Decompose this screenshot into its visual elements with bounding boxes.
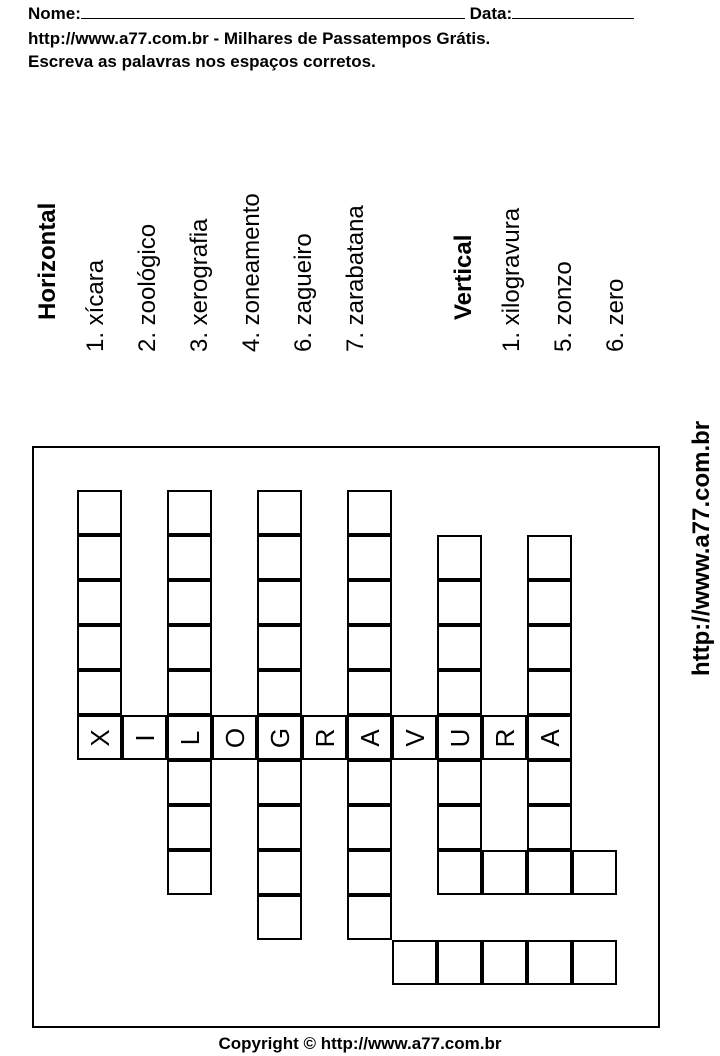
crossword-cell[interactable]	[527, 940, 572, 985]
crossword-cell[interactable]	[167, 670, 212, 715]
side-url: http://www.a77.com.br	[688, 420, 715, 676]
horizontal-clue: 7. zarabatana	[342, 205, 369, 352]
crossword-cell[interactable]	[167, 760, 212, 805]
crossword-letter: L	[174, 730, 205, 745]
crossword-cell[interactable]	[392, 940, 437, 985]
crossword-cell[interactable]	[347, 850, 392, 895]
crossword-cell[interactable]	[527, 625, 572, 670]
instruction: Escreva as palavras nos espaços corretos.	[28, 52, 376, 71]
crossword-cell[interactable]	[347, 895, 392, 940]
crossword-cell[interactable]	[257, 895, 302, 940]
crossword-letter-cell[interactable]	[212, 715, 257, 760]
crossword-cell[interactable]	[257, 490, 302, 535]
crossword-cell[interactable]	[527, 670, 572, 715]
crossword-cell[interactable]	[527, 805, 572, 850]
name-label: Nome:	[28, 4, 81, 23]
horizontal-clue: 2. zoológico	[134, 223, 161, 352]
crossword-cell[interactable]	[347, 490, 392, 535]
crossword-cell[interactable]	[347, 580, 392, 625]
site-line: http://www.a77.com.br - Milhares de Passatempos Grátis.	[28, 29, 491, 48]
crossword-cell[interactable]	[257, 625, 302, 670]
vertical-clue: 1. xilogravura	[498, 207, 525, 352]
horizontal-clue: 6. zagueiro	[290, 233, 317, 352]
horizontal-clue: 1. xícara	[82, 259, 109, 352]
crossword-cell[interactable]	[482, 940, 527, 985]
crossword-cell[interactable]	[437, 535, 482, 580]
crossword-cell[interactable]	[527, 760, 572, 805]
clue-list	[0, 0, 720, 400]
horizontal-clue: 3. xerografia	[186, 218, 213, 352]
crossword-letter: U	[444, 728, 475, 747]
crossword-cell[interactable]	[437, 940, 482, 985]
crossword-cell[interactable]	[347, 670, 392, 715]
crossword-cell[interactable]	[257, 850, 302, 895]
crossword-letter-cell[interactable]	[257, 715, 302, 760]
crossword-cell[interactable]	[482, 850, 527, 895]
crossword-cell[interactable]	[77, 670, 122, 715]
crossword-cell[interactable]	[257, 535, 302, 580]
crossword-cell[interactable]	[437, 850, 482, 895]
crossword-letter-cell[interactable]	[392, 715, 437, 760]
vertical-clue: 6. zero	[602, 278, 629, 352]
crossword-letter-cell[interactable]	[347, 715, 392, 760]
crossword-cell[interactable]	[167, 535, 212, 580]
crossword-letter: R	[489, 728, 520, 747]
crossword-letter-cell[interactable]	[527, 715, 572, 760]
crossword-letter: G	[264, 727, 295, 748]
crossword-cell[interactable]	[257, 805, 302, 850]
crossword-letter: O	[219, 727, 250, 748]
crossword-cell[interactable]	[257, 580, 302, 625]
crossword-letter-cell[interactable]	[122, 715, 167, 760]
crossword-letter: A	[534, 728, 565, 747]
crossword-cell[interactable]	[257, 670, 302, 715]
crossword-cell[interactable]	[167, 850, 212, 895]
crossword-cell[interactable]	[77, 580, 122, 625]
crossword-cell[interactable]	[347, 535, 392, 580]
crossword-letter-cell[interactable]	[437, 715, 482, 760]
crossword-cell[interactable]	[572, 850, 617, 895]
crossword-cell[interactable]	[527, 580, 572, 625]
crossword-cell[interactable]	[437, 625, 482, 670]
crossword-letter-cell[interactable]	[302, 715, 347, 760]
crossword-cell[interactable]	[347, 625, 392, 670]
crossword-cell[interactable]	[167, 490, 212, 535]
crossword-cell[interactable]	[437, 805, 482, 850]
crossword-cell[interactable]	[167, 805, 212, 850]
horizontal-heading: Horizontal	[34, 202, 61, 320]
crossword-cell[interactable]	[347, 760, 392, 805]
crossword-cell[interactable]	[437, 580, 482, 625]
vertical-heading: Vertical	[450, 234, 477, 320]
crossword-cell[interactable]	[437, 760, 482, 805]
crossword-letter-cell[interactable]	[167, 715, 212, 760]
date-label: Data:	[469, 4, 513, 23]
crossword-letter: A	[354, 728, 385, 747]
horizontal-clue: 4. zoneamento	[238, 193, 265, 352]
crossword-cell[interactable]	[527, 535, 572, 580]
crossword-letter: I	[129, 733, 160, 742]
crossword-cell[interactable]	[527, 850, 572, 895]
crossword-letter: V	[399, 728, 430, 747]
copyright: Copyright © http://www.a77.com.br	[218, 1034, 502, 1053]
crossword-cell[interactable]	[77, 490, 122, 535]
crossword-cell[interactable]	[347, 805, 392, 850]
crossword-cell[interactable]	[77, 625, 122, 670]
crossword-letter-cell[interactable]	[482, 715, 527, 760]
crossword-cell[interactable]	[437, 670, 482, 715]
vertical-clue: 5. zonzo	[550, 261, 577, 352]
crossword-cell[interactable]	[167, 580, 212, 625]
crossword-letter-cell[interactable]	[77, 715, 122, 760]
crossword-letter: X	[84, 728, 115, 747]
crossword-cell[interactable]	[257, 760, 302, 805]
crossword-cell[interactable]	[572, 940, 617, 985]
crossword-letter: R	[309, 728, 340, 747]
crossword-cell[interactable]	[167, 625, 212, 670]
crossword-cell[interactable]	[77, 535, 122, 580]
